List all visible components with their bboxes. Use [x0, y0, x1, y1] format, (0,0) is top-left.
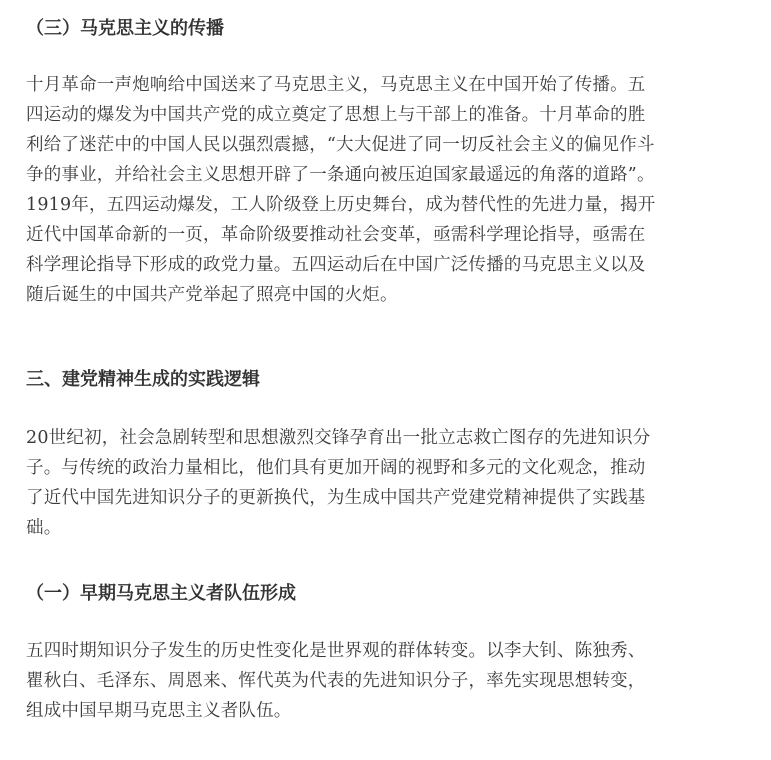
section-heading-practice-logic: 三、建党精神生成的实践逻辑 — [26, 369, 260, 390]
paragraph-line: 十月革命一声炮响给中国送来了马克思主义，马克思主义在中国开始了传播。五 — [26, 75, 646, 95]
paragraph-line: 础。 — [26, 518, 62, 538]
paragraph-early-marxists — [26, 636, 751, 726]
paragraph-practice-logic — [26, 423, 751, 543]
paragraph-line: 瞿秋白、毛泽东、周恩来、恽代英为代表的先进知识分子，率先实现思想转变， — [26, 671, 646, 691]
paragraph-line: 争的事业，并给社会主义思想开辟了一条通向被压迫国家最遥远的角落的道路”。 — [26, 165, 655, 185]
paragraph-line: 1919年，五四运动爆发，工人阶级登上历史舞台，成为替代性的先进力量，揭开 — [26, 195, 656, 215]
paragraph-line: 子。与传统的政治力量相比，他们具有更加开阔的视野和多元的文化观念，推动 — [26, 458, 646, 478]
paragraph-line: 科学理论指导下形成的政党力量。五四运动后在中国广泛传播的马克思主义以及 — [26, 255, 646, 275]
paragraph-line: 五四时期知识分子发生的历史性变化是世界观的群体转变。以李大钊、陈独秀、 — [26, 641, 646, 661]
paragraph-line: 了近代中国先进知识分子的更新换代，为生成中国共产党建党精神提供了实践基 — [26, 488, 646, 508]
paragraph-line: 四运动的爆发为中国共产党的成立奠定了思想上与干部上的准备。十月革命的胜 — [26, 105, 646, 125]
paragraph-line: 组成中国早期马克思主义者队伍。 — [26, 701, 292, 721]
paragraph-line: 利给了迷茫中的中国人民以强烈震撼，“大大促进了同一切反社会主义的偏见作斗 — [26, 135, 655, 155]
paragraph-line: 20世纪初，社会急剧转型和思想激烈交锋孕育出一批立志救亡图存的先进知识分 — [26, 428, 651, 448]
paragraph-line: 近代中国革命新的一页，革命阶级要推动社会变革，亟需科学理论指导，亟需在 — [26, 225, 646, 245]
section-heading-early-marxists: （一）早期马克思主义者队伍形成 — [26, 583, 296, 604]
paragraph-marxism-spread — [26, 70, 751, 310]
paragraph-line: 随后诞生的中国共产党举起了照亮中国的火炬。 — [26, 285, 398, 305]
section-heading-marxism-spread: （三）马克思主义的传播 — [26, 18, 224, 39]
